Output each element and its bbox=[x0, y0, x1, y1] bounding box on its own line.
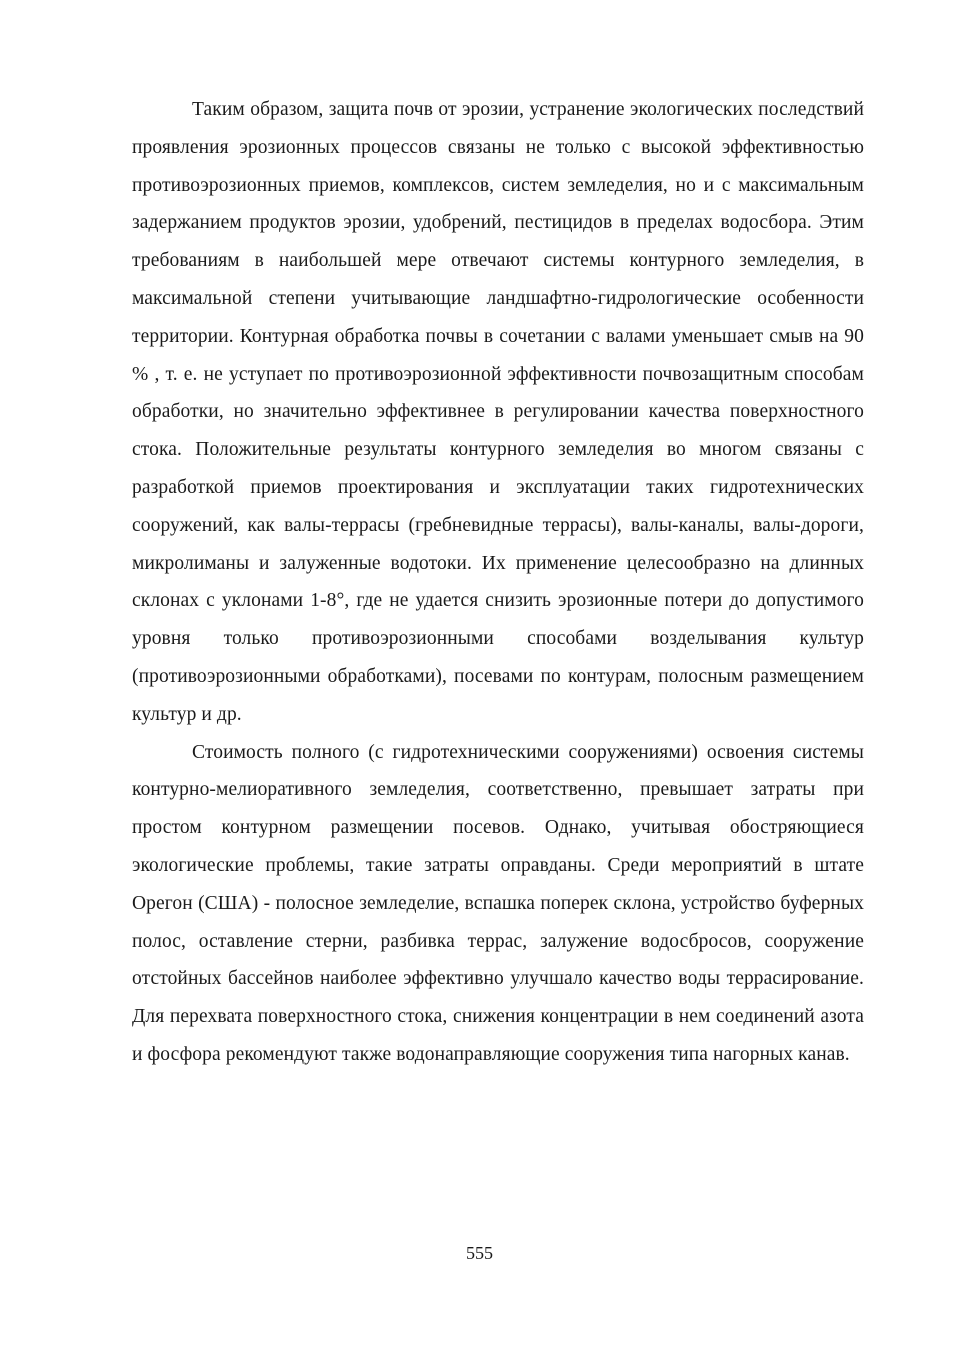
body-text bbox=[132, 91, 864, 1074]
paragraph-1: Таким образом, защита почв от эрозии, устранение экологических последствий проявления эрозионных процессов связаны не только с высокой эффективностью противоэрозионных приемов, комплексов, систем земледелия, но и с максимальным задержанием продуктов эрозии, удобрений, пестицидов в пределах водосбора. Этим требованиям в наибольшей мере отвечают системы контурного земледелия, в максимальной степени учитывающие ландшафтно-гидрологические особенности территории. Контурная обработка почвы в сочетании с валами уменьшает смыв на 90 % , т. е. не уступает по противоэрозионной эффективности почвозащитным способам обработки, но значительно эффективнее в регулировании качества поверхностного стока. Положительные результаты контурного земледелия во многом связаны с разработкой приемов проектирования и эксплуатации таких гидротехнических сооружений, как валы-террасы (гребневидные террасы), валы-каналы, валы-дороги, микролиманы и залуженные водотоки. Их применение целесообразно на длинных склонах с уклонами 1-8°, где не удается снизить эрозионные потери до допустимого уровня только противоэрозионными способами возделывания культур (противоэрозионными обработками), посевами по контурам, полосным размещением культур и др. bbox=[132, 99, 864, 725]
paragraph-2: Стоимость полного (с гидротехническими сооружениями) освоения системы контурно-мелиоративного земледелия, соответственно, превышает затраты при простом контурном размещении посевов. Однако, учитывая обостряющиеся экологические проблемы, такие затраты оправданы. Среди мероприятий в штате Орегон (США) - полосное земледелие, вспашка поперек склона, устройство буферных полос, оставление стерни, разбивка террас, залужение водосбросов, сооружение отстойных бассейнов наиболее эффективно улучшало качество воды террасирование. Для перехвата поверхностного стока, снижения концентрации в нем соединений азота и фосфора рекомендуют также водонаправляющие сооружения типа нагорных канав. bbox=[132, 741, 864, 1065]
page-number: 555 bbox=[466, 1243, 493, 1263]
